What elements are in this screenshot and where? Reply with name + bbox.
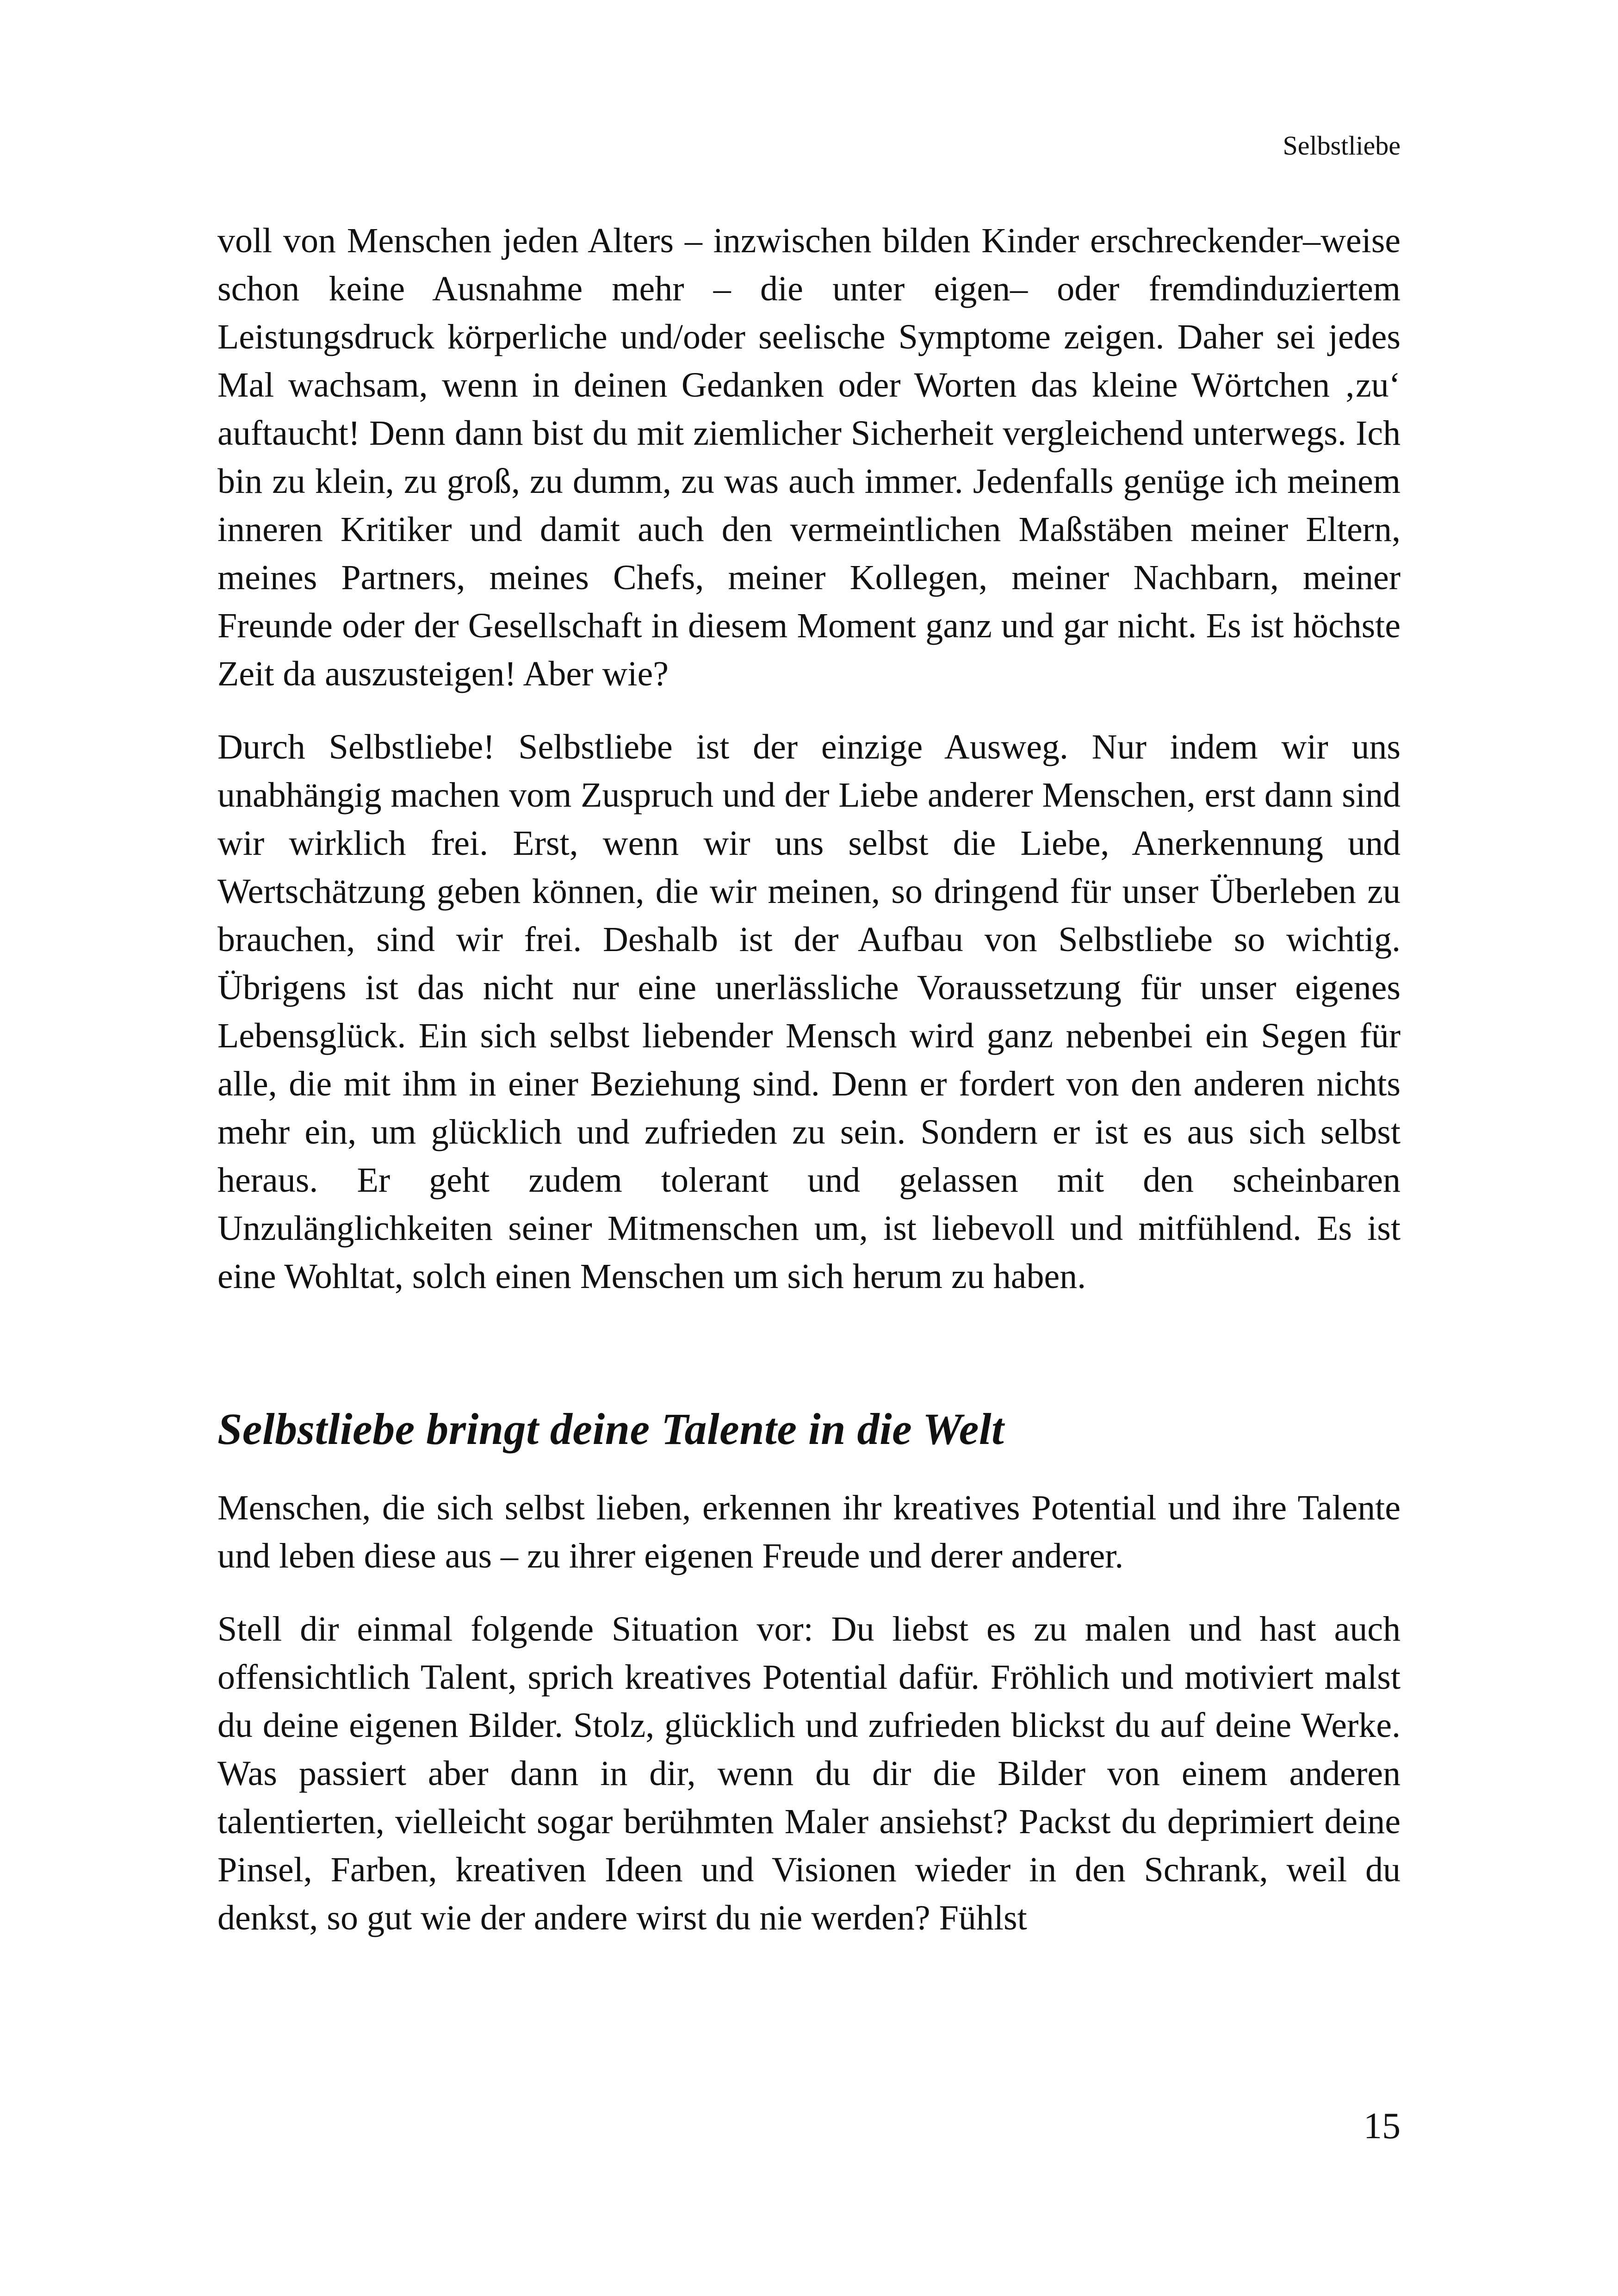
body-paragraph: Stell dir einmal folgende Situation vor: Du liebst es zu malen und hast auch offensichtlich Talent, sprich kreatives Potential dafür. Fröhlich und motiviert malst du deine eigenen Bilder. Stolz, glücklich und zufrieden blickst du auf deine Werke. Was passiert aber dann in dir, wenn du dir die Bilder von einem anderen talentierten, vielleicht sogar berühmten Maler ansiehst? Packst du deprimiert deine Pinsel, Farben, kreativen Ideen und Visionen wieder in den Schrank, weil du denkst, so gut wie der andere wirst du nie werden? Fühlst	[217, 1610, 1401, 1937]
page-body	[217, 217, 1401, 1942]
page-number: 15	[1364, 2106, 1401, 2147]
section-heading: Selbstliebe bringt deine Talente in die Welt	[217, 1404, 1004, 1454]
body-paragraph: Menschen, die sich selbst lieben, erkennen ihr kreatives Potential und ihre Talente und leben diese aus – zu ihrer eigenen Freude und derer anderer.	[217, 1488, 1401, 1575]
body-paragraph: voll von Menschen jeden Alters – inzwischen bilden Kinder erschreckender–weise schon keine Ausnahme mehr – die unter eigen– oder fremdinduziertem Leistungsdruck körperliche und/oder seelische Symptome zeigen. Daher sei jedes Mal wachsam, wenn in deinen Gedanken oder Worten das kleine Wörtchen ‚zu‘ auftaucht! Denn dann bist du mit ziemlicher Sicherheit vergleichend unterwegs. Ich bin zu klein, zu groß, zu dumm, zu was auch immer. Jedenfalls genüge ich meinem inneren Kritiker und damit auch den vermeintlichen Maßstäben meiner Eltern, meines Partners, meines Chefs, meiner Kollegen, meiner Nachbarn, meiner Freunde oder der Gesellschaft in diesem Moment ganz und gar nicht. Es ist höchste Zeit da auszusteigen! Aber wie?	[217, 221, 1401, 693]
body-paragraph: Durch Selbstliebe! Selbstliebe ist der einzige Ausweg. Nur indem wir uns unabhängig machen vom Zuspruch und der Liebe anderer Menschen, erst dann sind wir wirklich frei. Erst, wenn wir uns selbst die Liebe, Anerkennung und Wertschätzung geben können, die wir meinen, so dringend für unser Überleben zu brauchen, sind wir frei. Deshalb ist der Aufbau von Selbstliebe so wichtig. Übrigens ist das nicht nur eine unerlässliche Voraussetzung für unser eigenes Lebensglück. Ein sich selbst liebender Mensch wird ganz nebenbei ein Segen für alle, die mit ihm in einer Beziehung sind. Denn er fordert von den anderen nichts mehr ein, um glücklich und zufrieden zu sein. Sondern er ist es aus sich selbst heraus. Er geht zudem tolerant und gelassen mit den scheinbaren Unzulänglichkeiten seiner Mitmenschen um, ist liebevoll und mitfühlend. Es ist eine Wohltat, solch einen Menschen um sich herum zu haben.	[217, 728, 1401, 1296]
running-header: Selbstliebe	[1283, 131, 1401, 161]
